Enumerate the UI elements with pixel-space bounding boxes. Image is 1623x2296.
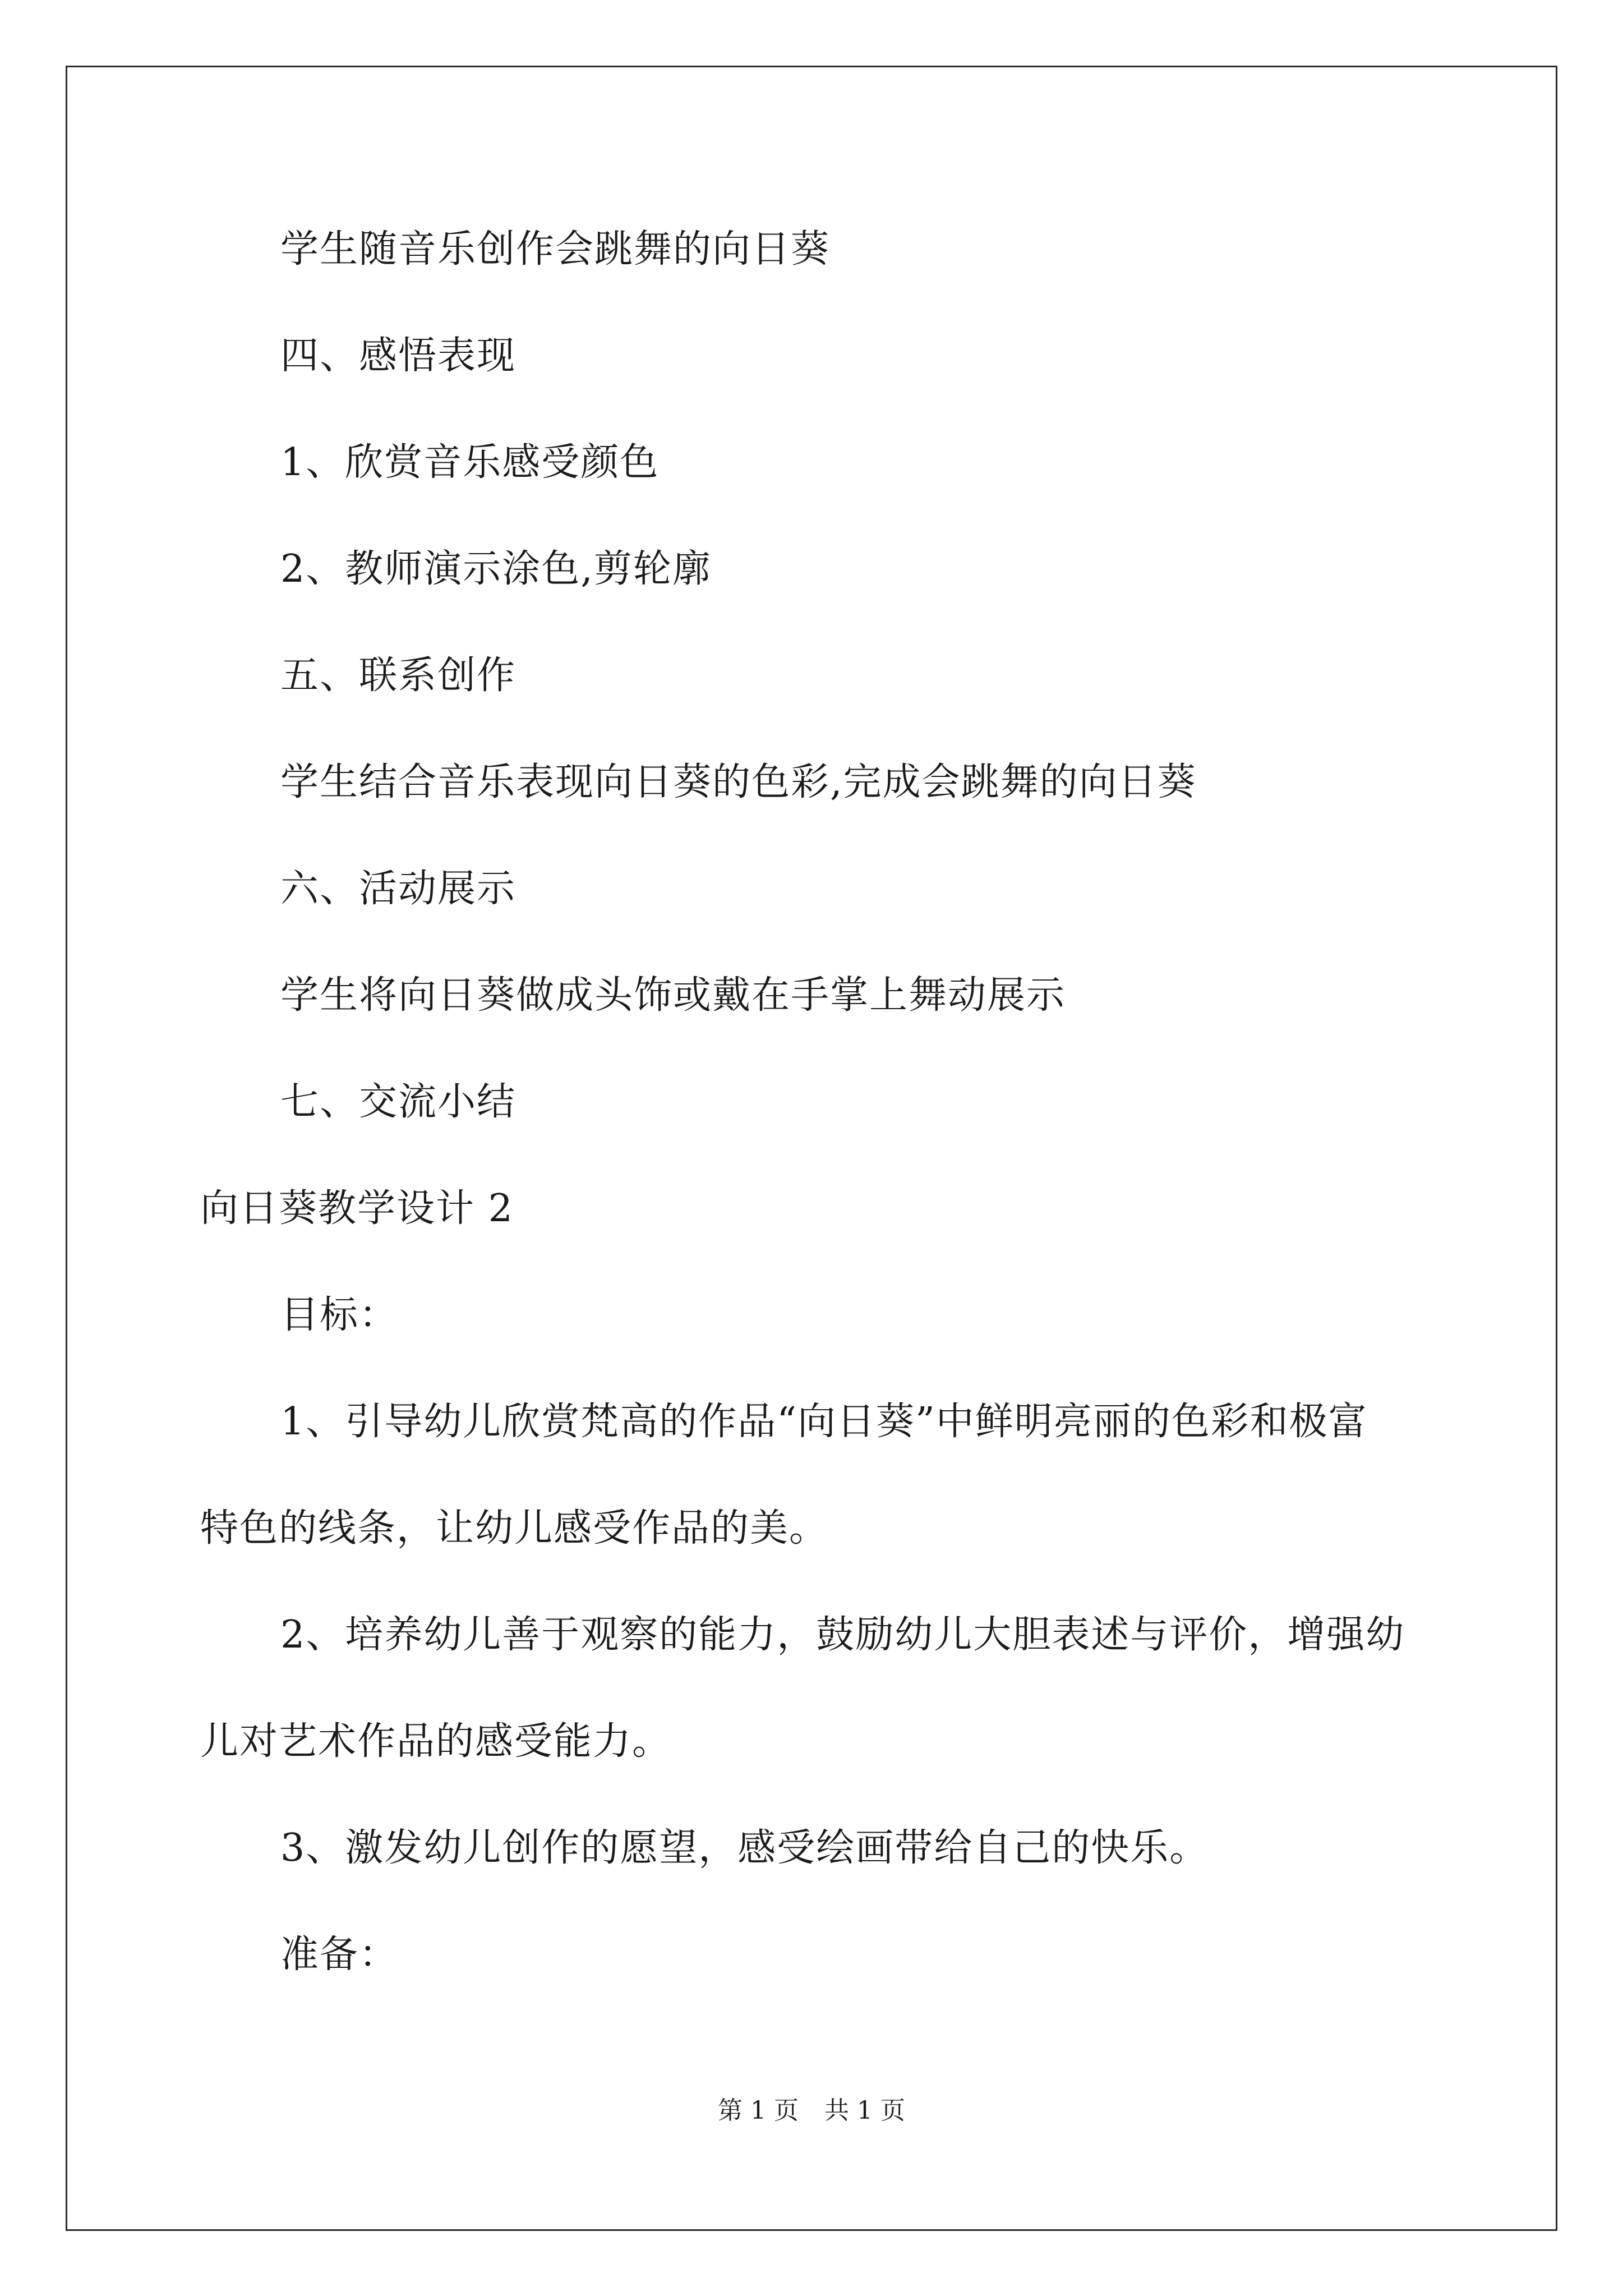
page-number: 第 1 页 [718,2096,799,2125]
section-heading: 准备： [280,1932,399,1977]
body-line: 特色的线条，让幼儿感受作品的美。 [200,1506,829,1550]
section-heading: 四、感悟表现 [280,334,517,378]
body-line: 学生结合音乐表现向日葵的色彩,完成会跳舞的向日葵 [280,760,1197,804]
body-line: 3、激发幼儿创作的愿望，感受绘画带给自己的快乐。 [280,1826,1209,1870]
body-line: 2、培养幼儿善于观察的能力，鼓励幼儿大胆表述与评价，增强幼 [280,1613,1405,1657]
section-heading: 五、联系创作 [280,654,517,698]
body-line: 儿对艺术作品的感受能力。 [200,1719,672,1764]
document-title: 向日葵教学设计 2 [200,1186,514,1231]
section-heading: 六、活动展示 [280,867,517,911]
body-line: 1、欣赏音乐感受颜色 [280,440,660,485]
body-line: 1、引导幼儿欣赏梵高的作品“向日葵”中鲜明亮丽的色彩和极富 [280,1400,1368,1444]
page-total: 共 1 页 [824,2096,905,2125]
body-line: 学生将向日葵做成头饰或戴在手掌上舞动展示 [280,973,1066,1018]
body-line: 2、教师演示涂色,剪轮廓 [280,547,712,591]
body-line: 学生随音乐创作会跳舞的向日葵 [280,227,831,272]
page-border [66,66,1557,2231]
page-footer [0,2095,1623,2127]
section-heading: 七、交流小结 [280,1080,517,1124]
section-heading: 目标： [280,1293,399,1337]
